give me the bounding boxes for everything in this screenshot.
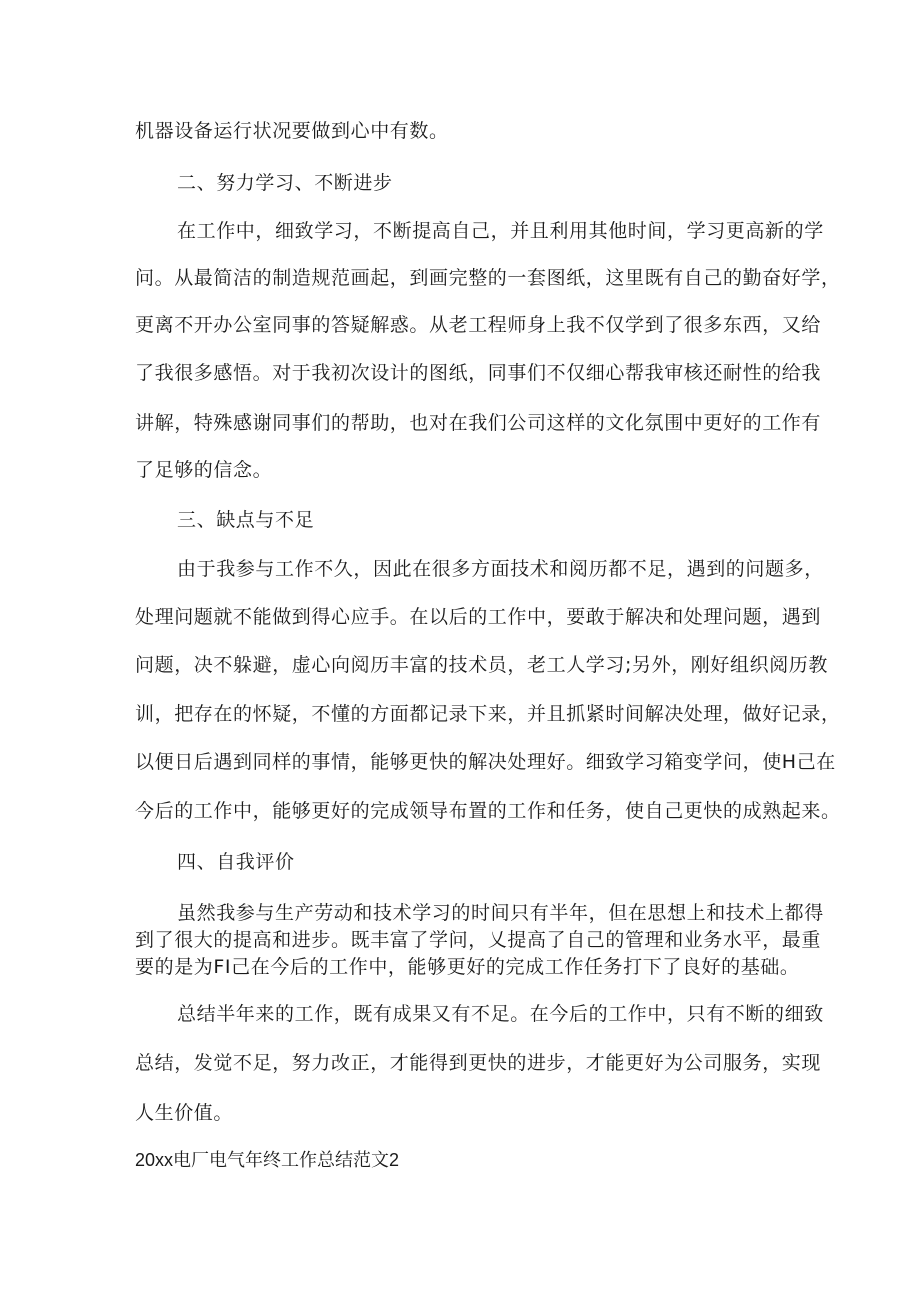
paragraph-line: 处理问题就不能做到得心应手。在以后的工作中，要敢于解决和处理问题，遇到: [135, 606, 822, 628]
paragraph-line: 人生价值。: [135, 1102, 234, 1124]
paragraph-line: 问题，决不躲避，虚心向阅历丰富的技术员，老工人学习;另外，刚好组织阅历教: [135, 654, 829, 676]
paragraph-line: 总结，发觉不足，努力改正，才能得到更快的进步，才能更好为公司服务，实现: [135, 1052, 822, 1074]
section-heading-self-evaluation: 四、自我评价: [177, 851, 295, 873]
section-heading-shortcomings: 三、缺点与不足: [177, 509, 315, 531]
paragraph-line: 到了很大的提高和进步。既丰富了学问，乂提高了自己的管理和业务水平，最重: [135, 929, 822, 951]
next-document-title: 20xx电厂电气年终工作总结范文2: [135, 1150, 400, 1170]
paragraph-line: 更离不开办公室同事的答疑解惑。从老工程师身上我不仅学到了很多东西，又给: [135, 314, 822, 336]
paragraph-line: 要的是为FI己在今后的工作中，能够更好的完成工作任务打下了良好的基础。: [135, 956, 800, 978]
paragraph-line: 由于我参与工作不久，因此在很多方面技术和阅历都不足，遇到的问题多，: [177, 558, 824, 580]
paragraph-line: 了我很多感悟。对于我初次设计的图纸，同事们不仅细心帮我审核还耐性的给我: [135, 362, 822, 384]
paragraph-line: 虽然我参与生产劳动和技术学习的时间只有半年，但在思想上和技术上都得: [177, 902, 824, 924]
paragraph-line: 在工作中，细致学习，不断提高自己，并且利用其他时间，学习更高新的学: [177, 220, 824, 242]
paragraph-line: 讲解，特殊感谢同事们的帮助，也对在我们公司这样的文化氛围中更好的工作有: [135, 412, 822, 434]
paragraph-line: 问。从最简洁的制造规范画起，到画完整的一套图纸，这里既有自己的勤奋好学，: [135, 267, 841, 289]
paragraph-line: 了足够的信念。: [135, 459, 273, 481]
paragraph-line: 总结半年来的工作，既有成果又有不足。在今后的工作中，只有不断的细致: [177, 1003, 824, 1025]
intro-line: 机器设备运行状况要做到心中有数。: [135, 120, 449, 142]
section-heading-study: 二、努力学习、不断进步: [177, 172, 393, 194]
paragraph-line: 训，把存在的怀疑，不懂的方面都记录下来，并且抓紧时间解决处理，做好记录，: [135, 703, 841, 725]
paragraph-line: 以便日后遇到同样的事情，能够更快的解决处理好。细致学习箱变学问，使H己在: [135, 751, 836, 773]
paragraph-line: 今后的工作中，能够更好的完成领导布置的工作和任务，使自己更快的成熟起来。: [135, 800, 841, 822]
